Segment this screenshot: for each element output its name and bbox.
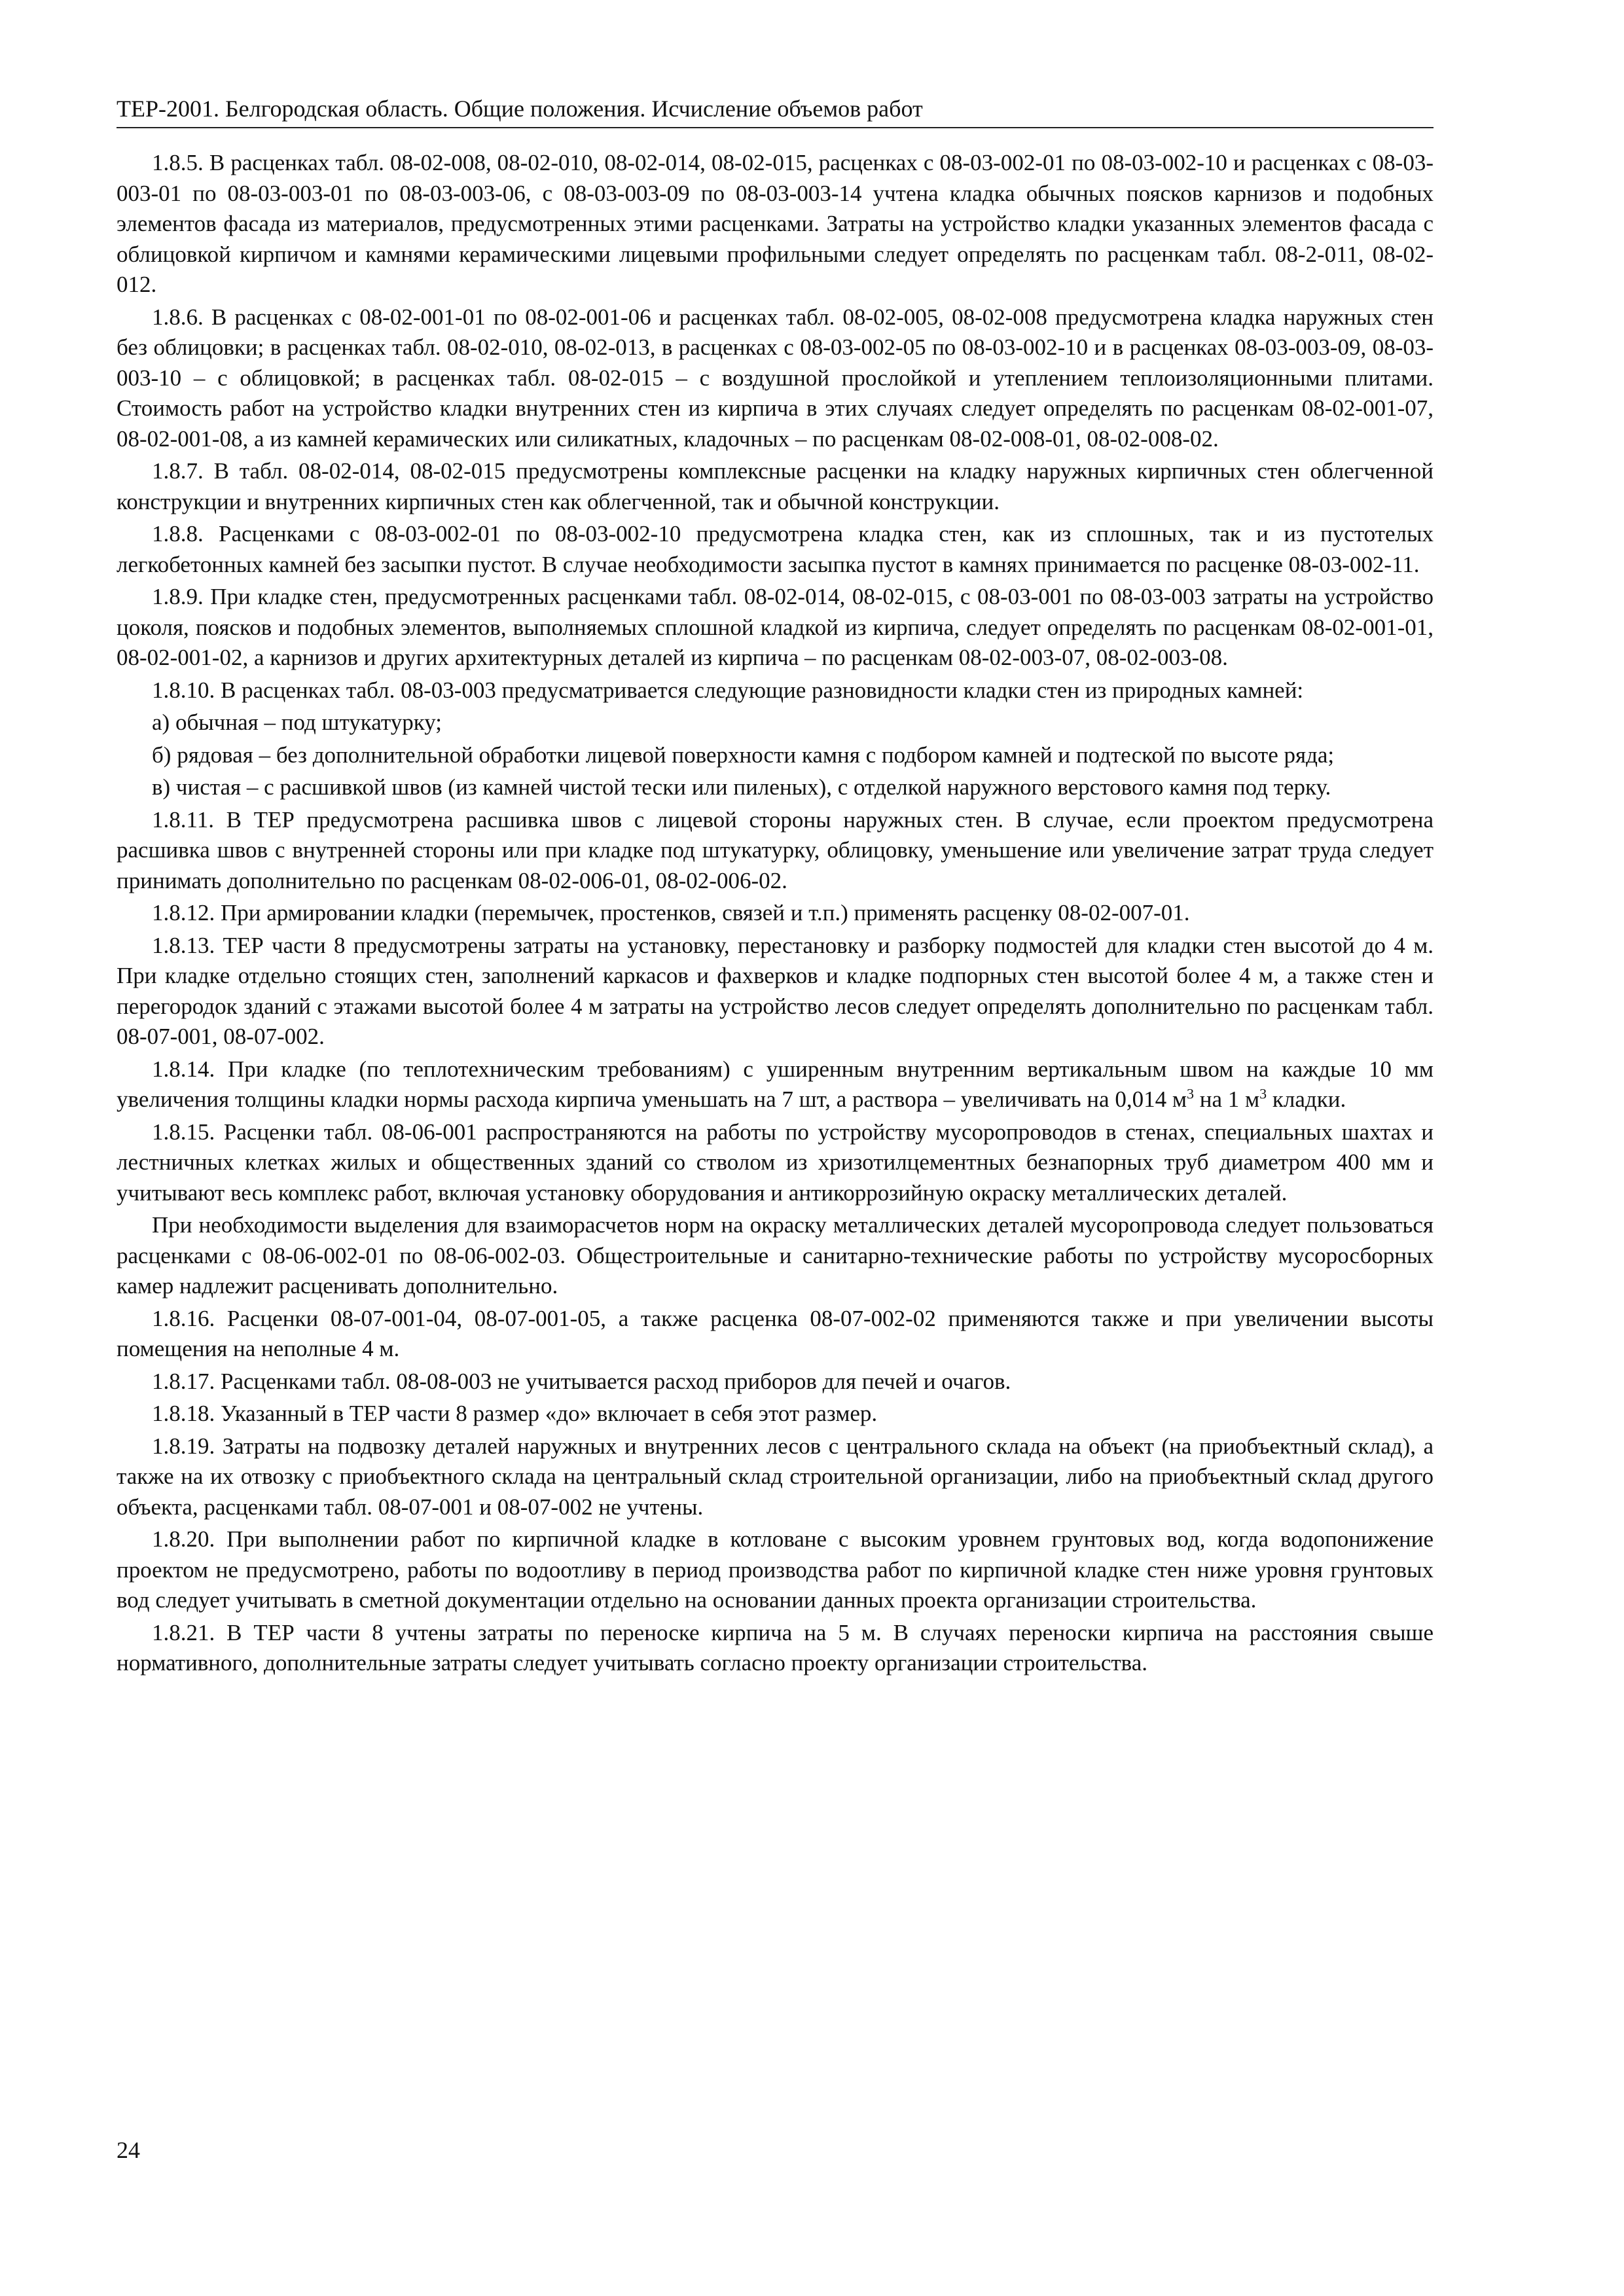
list-item-a: а) обычная – под штукатурку; — [152, 709, 442, 735]
superscript-cubed: 3 — [1186, 1085, 1194, 1102]
paragraph-1-8-16: 1.8.16. Расценки 08-07-001-04, 08-07-001-05, а также расценка 08-07-002-02 применяются также и при увеличении высоты помещения на неполные 4 м. — [117, 1305, 1434, 1361]
list-item-b: б) рядовая – без дополнительной обработки лицевой поверхности камня с подбором камней и подтеской по высоте ряда; — [152, 742, 1335, 768]
superscript-cubed: 3 — [1259, 1085, 1267, 1102]
paragraph-1-8-21: 1.8.21. В ТЕР части 8 учтены затраты по переноске кирпича на 5 м. В случаях переноски кирпича на расстояния свыше нормативного, дополнительные затраты следует учитывать согласно проекту организации строительства. — [117, 1619, 1434, 1676]
paragraph-1-8-15: 1.8.15. Расценки табл. 08-06-001 распространяются на работы по устройству мусоропроводов в стенах, специальных шахтах и лестничных клетках жилых и общественных зданий со стволом из хризотилцементных безнапорных труб диаметром 400 мм и учитывают весь комплекс работ, включая установку оборудования и антикоррозийную окраску металлических деталей. — [117, 1119, 1434, 1206]
paragraph-1-8-6: 1.8.6. В расценках с 08-02-001-01 по 08-02-001-06 и расценках табл. 08-02-005, 08-02-008 предусмотрена кладка наружных стен без облицовки; в расценках табл. 08-02-010, 08-02-013, в расценках с 08-03-002-05 по 08-03-002-10 и в расценках 08-03-003-09, 08-03-003-10 – с облицовкой; в расценках табл. 08-02-015 – с воздушной прослойкой и утеплением теплоизоляционными плитами. Стоимость работ на устройство кладки внутренних стен из кирпича в этих случаях следует определять по расценкам 08-02-001-07, 08-02-001-08, а из камней керамических или силикатных, кладочных – по расценкам 08-02-008-01, 08-02-008-02. — [117, 304, 1434, 452]
paragraph-1-8-7: 1.8.7. В табл. 08-02-014, 08-02-015 предусмотрены комплексные расценки на кладку наружных кирпичных стен облегченной конструкции и внутренних кирпичных стен как облегченной, так и обычной конструкции. — [117, 458, 1434, 514]
paragraph-1-8-13: 1.8.13. ТЕР части 8 предусмотрены затраты на установку, перестановку и разборку подмостей для кладки стен высотой до 4 м. При кладке отдельно стоящих стен, заполнений каркасов и фахверков и кладке подпорных стен высотой более 4 м, а также стен и перегородок зданий с этажами высотой более 4 м затраты на устройство лесов следует определять дополнительно по расценкам табл. 08-07-001, 08-07-002. — [117, 932, 1434, 1049]
paragraph-1-8-11: 1.8.11. В ТЕР предусмотрена расшивка швов с лицевой стороны наружных стен. В случае, если проектом предусмотрена расшивка швов с внутренней стороны или при кладке под штукатурку, облицовку, уменьшение или увеличение затрат труда следует принимать дополнительно по расценкам 08-02-006-01, 08-02-006-02. — [117, 806, 1434, 893]
paragraph-1-8-18: 1.8.18. Указанный в ТЕР части 8 размер «до» включает в себя этот размер. — [152, 1401, 878, 1426]
page-header — [117, 93, 1434, 128]
paragraph-1-8-17: 1.8.17. Расценками табл. 08-08-003 не учитывается расход приборов для печей и очагов. — [152, 1368, 1011, 1394]
list-item-v: в) чистая – с расшивкой швов (из камней чистой тески или пиленых), с отделкой наружного верстового камня под терку. — [152, 774, 1331, 800]
page-number: 24 — [117, 2137, 140, 2163]
document-body — [117, 148, 1434, 1681]
paragraph-1-8-5: 1.8.5. В расценках табл. 08-02-008, 08-02-010, 08-02-014, 08-02-015, расценках с 08-03-002-01 по 08-03-002-10 и расценках с 08-03-003-01 по 08-03-003-01 по 08-03-003-06, с 08-03-003-09 по 08-03-003-14 учтена кладка обычных поясков карнизов и подобных элементов фасада из материалов, предусмотренных этими расценками. Затраты на устройство кладки указанных элементов фасада с облицовкой кирпичом и камнями керамическими лицевыми профильными следует определять по расценкам табл. 08-2-011, 08-02-012. — [117, 150, 1434, 297]
paragraph-1-8-14-text-after: кладки. — [1267, 1086, 1346, 1112]
paragraph-1-8-20: 1.8.20. При выполнении работ по кирпичной кладке в котловане с высоким уровнем грунтовых вод, когда водопонижение проектом не предусмотрено, работы по водоотливу в период производства работ по кирпичной кладке стен ниже уровня грунтовых вод следует учитывать в сметной документации отдельно на основании данных проекта организации строительства. — [117, 1526, 1434, 1613]
paragraph-1-8-10: 1.8.10. В расценках табл. 08-03-003 предусматривается следующие разновидности кладки стен из природных камней: — [152, 677, 1304, 703]
paragraph-1-8-8: 1.8.8. Расценками с 08-03-002-01 по 08-03-002-10 предусмотрена кладка стен, как из сплошных, так и из пустотелых легкобетонных камней без засыпки пустот. В случае необходимости засыпка пустот в камнях принимается по расценке 08-03-002-11. — [117, 521, 1434, 577]
header-title: ТЕР-2001. Белгородская область. Общие положения. Исчисление объемов работ — [117, 96, 923, 122]
paragraph-1-8-12: 1.8.12. При армировании кладки (перемычек, простенков, связей и т.п.) применять расценку 08-02-007-01. — [152, 900, 1190, 925]
paragraph-1-8-14 — [117, 1054, 1434, 1115]
paragraph-1-8-19: 1.8.19. Затраты на подвозку деталей наружных и внутренних лесов с центрального склада на объект (на приобъектный склад), а также на их отвозку с приобъектного склада на центральный склад строительной организации, либо на приобъектный склад другого объекта, расценками табл. 08-07-001 и 08-07-002 не учтены. — [117, 1433, 1434, 1520]
paragraph-1-8-9: 1.8.9. При кладке стен, предусмотренных расценками табл. 08-02-014, 08-02-015, с 08-03-001 по 08-03-003 затраты на устройство цоколя, поясков и подобных элементов, выполняемых сплошной кладкой из кирпича, следует определять по расценкам 08-02-001-01, 08-02-001-02, а карнизов и других архитектурных деталей из кирпича – по расценкам 08-02-003-07, 08-02-003-08. — [117, 584, 1434, 670]
paragraph-1-8-14-text-middle: на 1 м — [1193, 1086, 1260, 1112]
paragraph-1-8-14-text-before: 1.8.14. При кладке (по теплотехническим требованиям) с уширенным внутренним вертикальным швом на каждые 10 мм увеличения толщины кладки нормы расхода кирпича уменьшать на 7 шт, а раствора – увеличивать на 0,014 м — [117, 1056, 1434, 1112]
paragraph-1-8-15-continued: При необходимости выделения для взаиморасчетов норм на окраску металлических деталей мусоропровода следует пользоваться расценками с 08-06-002-01 по 08-06-002-03. Общестроительные и санитарно-технические работы по устройству мусоросборных камер надлежит расценивать дополнительно. — [117, 1212, 1434, 1299]
